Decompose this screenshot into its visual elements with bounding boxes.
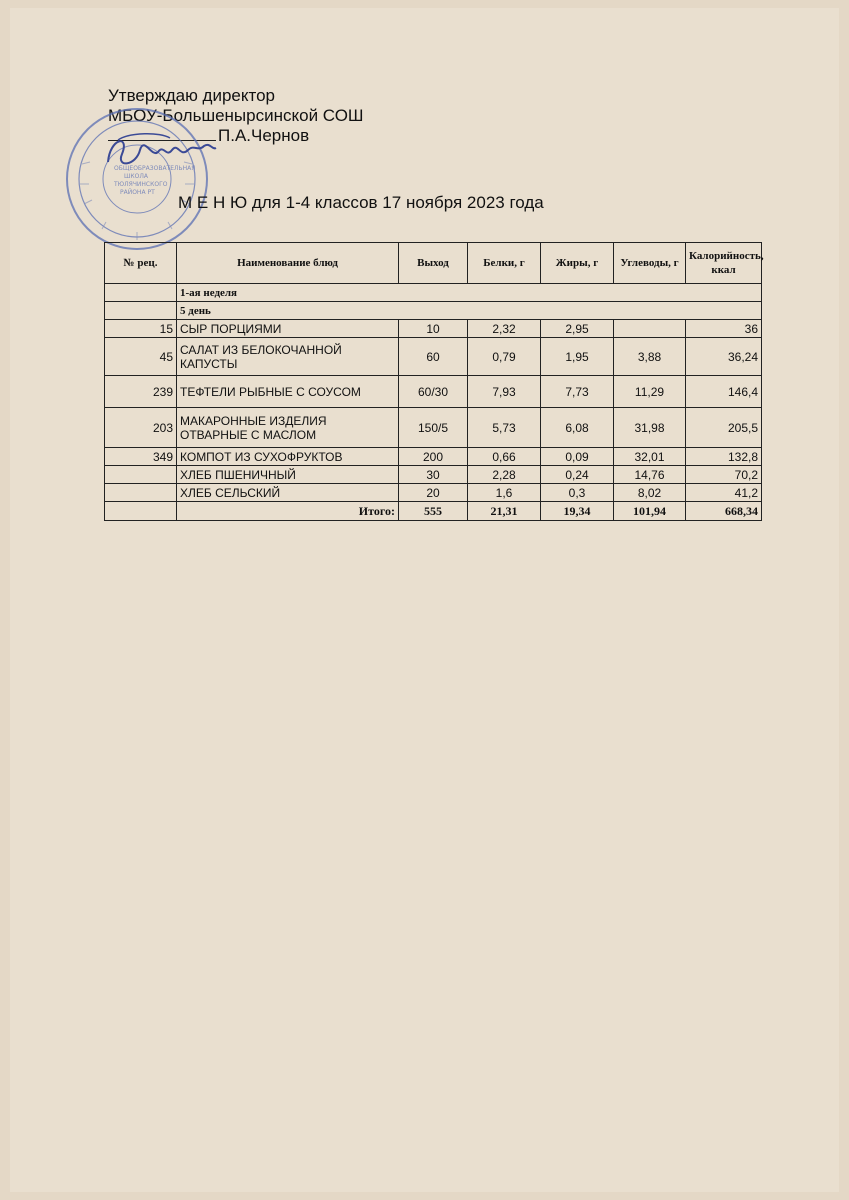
dish-carbs: 8,02 — [614, 484, 686, 502]
header-carbs: Углеводы, г — [614, 243, 686, 284]
dish-fat: 6,08 — [541, 408, 614, 448]
total-yield: 555 — [399, 502, 468, 521]
table-row — [105, 484, 762, 502]
day-row — [105, 302, 762, 320]
approval-title: Утверждаю директор — [108, 86, 276, 105]
dish-fat: 0,24 — [541, 466, 614, 484]
dish-yield: 30 — [399, 466, 468, 484]
dish-carbs: 11,29 — [614, 376, 686, 408]
dish-kcal: 205,5 — [686, 408, 762, 448]
dish-carbs — [614, 320, 686, 338]
dish-protein: 7,93 — [468, 376, 541, 408]
dish-carbs: 31,98 — [614, 408, 686, 448]
dish-protein: 2,28 — [468, 466, 541, 484]
dish-yield: 60 — [399, 338, 468, 376]
dish-yield: 20 — [399, 484, 468, 502]
dish-kcal: 132,8 — [686, 448, 762, 466]
dish-carbs: 32,01 — [614, 448, 686, 466]
dish-yield: 10 — [399, 320, 468, 338]
dish-fat: 0,09 — [541, 448, 614, 466]
table-row — [105, 408, 762, 448]
svg-text:ШКОЛА: ШКОЛА — [124, 173, 149, 180]
header-fat: Жиры, г — [541, 243, 614, 284]
dish-protein: 0,66 — [468, 448, 541, 466]
header-yield: Выход — [399, 243, 468, 284]
table-row — [105, 376, 762, 408]
table-row — [105, 320, 762, 338]
dish-name: КОМПОТ ИЗ СУХОФРУКТОВ — [177, 448, 399, 466]
total-row — [105, 502, 762, 521]
total-fat: 19,34 — [541, 502, 614, 521]
dish-yield: 60/30 — [399, 376, 468, 408]
recipe-number: 203 — [105, 408, 177, 448]
recipe-number: 15 — [105, 320, 177, 338]
menu-title: М Е Н Ю для 1-4 классов 17 ноября 2023 года — [178, 193, 544, 212]
dish-name: САЛАТ ИЗ БЕЛОКОЧАННОЙ КАПУСТЫ — [177, 338, 399, 376]
dish-fat: 1,95 — [541, 338, 614, 376]
dish-name: СЫР ПОРЦИЯМИ — [177, 320, 399, 338]
dish-name: ТЕФТЕЛИ РЫБНЫЕ С СОУСОМ — [177, 376, 399, 408]
dish-kcal: 36,24 — [686, 338, 762, 376]
table-row — [105, 338, 762, 376]
table-row — [105, 448, 762, 466]
total-kcal: 668,34 — [686, 502, 762, 521]
dish-fat: 2,95 — [541, 320, 614, 338]
dish-protein: 2,32 — [468, 320, 541, 338]
day-label: 5 день — [177, 302, 762, 320]
dish-yield: 200 — [399, 448, 468, 466]
recipe-number — [105, 466, 177, 484]
header-rec-no: № рец. — [105, 243, 177, 284]
dish-protein: 0,79 — [468, 338, 541, 376]
dish-name: ХЛЕБ СЕЛЬСКИЙ — [177, 484, 399, 502]
svg-text:ОБЩЕОБРАЗОВАТЕЛЬНАЯ: ОБЩЕОБРАЗОВАТЕЛЬНАЯ — [114, 165, 196, 172]
svg-text:ТЮЛЯЧИНСКОГО: ТЮЛЯЧИНСКОГО — [114, 181, 168, 188]
recipe-number: 239 — [105, 376, 177, 408]
handwritten-signature — [100, 128, 220, 176]
header-kcal: Калорийность, ккал — [686, 243, 762, 284]
approval-signer: П.А.Чернов — [218, 126, 310, 145]
week-row — [105, 284, 762, 302]
dish-name: МАКАРОННЫЕ ИЗДЕЛИЯ ОТВАРНЫЕ С МАСЛОМ — [177, 408, 399, 448]
week-label: 1-ая неделя — [177, 284, 762, 302]
dish-carbs: 3,88 — [614, 338, 686, 376]
header-dish-name: Наименование блюд — [177, 243, 399, 284]
dish-protein: 1,6 — [468, 484, 541, 502]
total-protein: 21,31 — [468, 502, 541, 521]
dish-protein: 5,73 — [468, 408, 541, 448]
school-seal-stamp — [62, 104, 212, 254]
dish-yield: 150/5 — [399, 408, 468, 448]
dish-kcal: 41,2 — [686, 484, 762, 502]
menu-table — [104, 242, 762, 521]
recipe-number: 45 — [105, 338, 177, 376]
dish-fat: 7,73 — [541, 376, 614, 408]
total-label: Итого: — [177, 502, 399, 521]
dish-kcal: 70,2 — [686, 466, 762, 484]
table-header-row — [105, 243, 762, 284]
dish-name: ХЛЕБ ПШЕНИЧНЫЙ — [177, 466, 399, 484]
total-carbs: 101,94 — [614, 502, 686, 521]
dish-kcal: 36 — [686, 320, 762, 338]
recipe-number — [105, 484, 177, 502]
dish-kcal: 146,4 — [686, 376, 762, 408]
dish-carbs: 14,76 — [614, 466, 686, 484]
recipe-number: 349 — [105, 448, 177, 466]
dish-fat: 0,3 — [541, 484, 614, 502]
svg-text:РАЙОНА РТ: РАЙОНА РТ — [120, 189, 155, 196]
header-protein: Белки, г — [468, 243, 541, 284]
table-row — [105, 466, 762, 484]
approval-school: МБОУ-Большенырсинской СОШ — [108, 106, 364, 125]
